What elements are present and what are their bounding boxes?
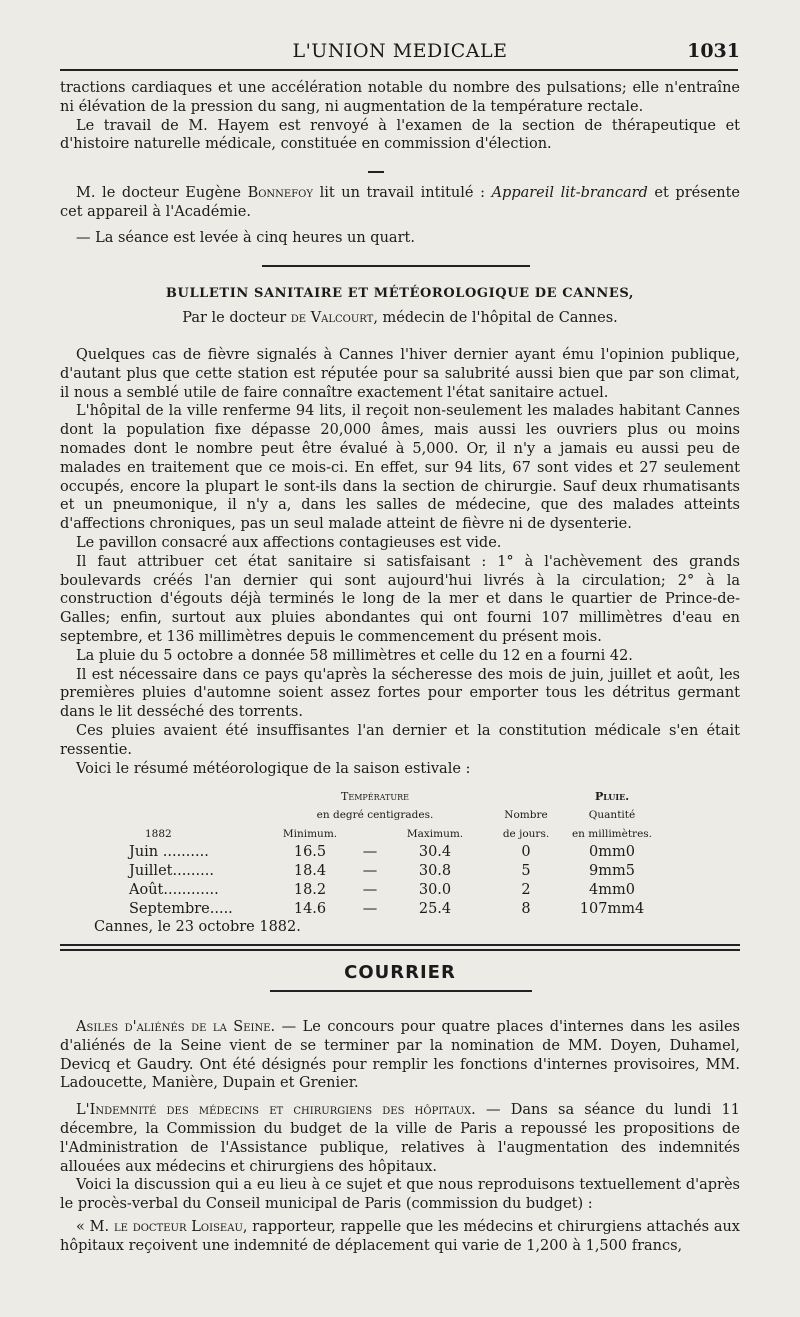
courrier-rule bbox=[270, 990, 532, 992]
sep-cell: — bbox=[362, 863, 378, 879]
paragraph: Il est nécessaire dans ce pays qu'après la sécheresse des mois de juin, juillet et août, les premières pluies d'automne soient assez fortes pour emporter tous les détritus germant dans le lit desséché des torrents. bbox=[60, 666, 740, 721]
month-cell: Août............ bbox=[129, 882, 219, 898]
bonnefoy-paragraph bbox=[60, 184, 740, 222]
mm-cell: 9mm5 bbox=[589, 863, 635, 879]
mm-cell: 4mm0 bbox=[589, 882, 635, 898]
text: et présente cet appareil à l'Académie. bbox=[60, 185, 740, 220]
bulletin-body bbox=[60, 346, 740, 778]
bulletin-title: BULLETIN SANITAIRE ET MÉTÉOROLOGIQUE DE CANNES, bbox=[165, 286, 635, 301]
text: — Dans sa séance du lundi 11 décembre, la Commission du budget de la ville de Paris a repoussé les propositions de l'Administration de l'Assistance publique, relatives à l'augmentation des indemnités allouées aux médecins et chirurgiens des hôpitaux. bbox=[60, 1102, 740, 1175]
paragraph: Il faut attribuer cet état sanitaire si satisfaisant : 1° à l'achèvement des grands boulevards créés l'an dernier qui sont aujourd'hui livrés à la circulation; 2° à la construction d'égouts déjà terminés le long de la mer et dans le quartier de Prince-de-Galles; enfin, surtout aux pluies abondantes qui ont fourni 107 millimètres d'eau en septembre, et 136 millimètres depuis le commencement du présent mois. bbox=[60, 553, 740, 645]
text: — Le concours pour quatre places d'internes dans les asiles d'aliénés de la Seine vient de se terminer par la nomination de MM. Doyen, Duhamel, Devicq et Gaudry. Ont été désignés pour remplir les fonctions d'internes provisoires, MM. Ladoucette, Manière, Dupain et Grenier. bbox=[60, 1019, 741, 1092]
min-cell: 18.4 bbox=[293, 863, 327, 879]
paragraph: Ces pluies avaient été insuffisantes l'an dernier et la constitution médicale s'en était ressentie. bbox=[60, 722, 740, 758]
courrier-title: COURRIER bbox=[344, 962, 456, 983]
table-row bbox=[95, 860, 667, 879]
paragraph: — La séance est levée à cinq heures un quart. bbox=[76, 230, 415, 246]
double-rule-top bbox=[60, 944, 740, 946]
speaker-name: « M. le docteur Loiseau, bbox=[76, 1218, 248, 1235]
top-section bbox=[60, 79, 740, 154]
text: , médecin de l'hôpital de Cannes. bbox=[373, 310, 618, 326]
text: M. le docteur Eugène bbox=[76, 185, 248, 201]
signoff bbox=[60, 918, 740, 937]
max-cell: 30.8 bbox=[418, 863, 452, 879]
table-row bbox=[95, 879, 667, 898]
temp-subheader: en degré centigrades. bbox=[316, 809, 434, 821]
max-cell: 25.4 bbox=[418, 901, 452, 917]
text: Par le docteur bbox=[182, 310, 291, 326]
courrier-body bbox=[60, 1018, 740, 1256]
days-subheader: de jours. bbox=[502, 828, 550, 840]
table-row bbox=[95, 841, 667, 860]
sep-cell: — bbox=[362, 844, 378, 860]
sep-cell: — bbox=[362, 901, 378, 917]
sep-cell: — bbox=[362, 882, 378, 898]
paragraph: Voici le résumé météorologique de la saison estivale : bbox=[76, 760, 471, 777]
author-name: de Valcourt bbox=[290, 310, 374, 326]
mm-cell: 0mm0 bbox=[589, 844, 635, 860]
month-cell: Septembre..... bbox=[129, 901, 233, 917]
mm-subheader: en millimètres. bbox=[571, 828, 653, 840]
paragraph: Voici la discussion qui a eu lieu à ce sujet et que nous reproduisons textuellement d'après le procès-verbal du Conseil municipal de Paris (commission du budget) : bbox=[60, 1177, 740, 1213]
days-header: Nombre bbox=[504, 809, 548, 821]
paragraph: Le pavillon consacré aux affections contagieuses est vide. bbox=[76, 534, 502, 551]
max-cell: 30.0 bbox=[418, 882, 452, 898]
quantity-header: Quantité bbox=[588, 809, 636, 821]
min-cell: 18.2 bbox=[293, 882, 327, 898]
work-title: Appareil lit-brancard bbox=[491, 185, 648, 201]
mm-cell: 107mm4 bbox=[579, 901, 645, 917]
days-cell: 5 bbox=[521, 863, 531, 879]
table-row bbox=[95, 898, 667, 917]
weather-table bbox=[95, 784, 667, 917]
text: rapporteur, rappelle que les médecins et chirurgiens attachés aux hôpitaux reçoivent une indemnité de déplacement qui varie de 1,200 à 1,500 francs, bbox=[60, 1218, 740, 1254]
days-cell: 8 bbox=[521, 901, 531, 917]
closing-line bbox=[60, 229, 740, 248]
paragraph: Le travail de M. Hayem est renvoyé à l'examen de la section de thérapeutique et d'histoire naturelle médicale, constituée en commission d'élection. bbox=[60, 117, 740, 153]
days-cell: 0 bbox=[521, 844, 531, 860]
paragraph: L'hôpital de la ville renferme 94 lits, il reçoit non-seulement les malades habitant Cannes dont la population fixe dépasse 20,000 âmes, mais aussi les ouvriers plus ou moins nomades dont le nombre peut être évalué à 5,000. Or, il n'y a jamais eu aussi peu de malades en traitement que ce mois-ci. En effet, sur 94 lits, 67 sont vides et 27 seulement occupés, encore la plupart le sont-ils dans la section de chirurgie. Sauf deux rhumatisants et un pneumonique, il n'y a, dans les salles de médecine, que des malades atteints d'affections chroniques, pas un seul malade atteint de fièvre ni de dysenterie. bbox=[60, 403, 740, 533]
journal-title: L'UNION MEDICALE bbox=[292, 40, 508, 62]
bulletin-byline bbox=[60, 310, 740, 326]
temp-header: Température bbox=[341, 790, 409, 803]
author-name: Bonnefoy bbox=[247, 185, 313, 201]
min-cell: 14.6 bbox=[293, 901, 327, 917]
double-rule-bottom bbox=[60, 949, 740, 951]
running-header bbox=[60, 40, 740, 70]
paragraph: Quelques cas de fièvre signalés à Cannes l'hiver dernier ayant ému l'opinion publique, d'autant plus que cette station est réputée pour sa salubrité aussi bien que par son climat, il nous a semblé utile de faire connaître exactement l'état sanitaire actuel. bbox=[60, 347, 740, 401]
days-cell: 2 bbox=[521, 882, 531, 898]
rain-header: Pluie. bbox=[594, 790, 630, 803]
header-rule bbox=[60, 69, 738, 71]
max-header: Maximum. bbox=[406, 828, 464, 840]
paragraph: La pluie du 5 octobre a donnée 58 millimètres et celle du 12 en a fourni 42. bbox=[76, 647, 633, 664]
item-heading: Asiles d'aliénés de la Seine. bbox=[76, 1019, 276, 1035]
page-number: 1031 bbox=[687, 40, 740, 62]
text: lit un travail intitulé : bbox=[312, 185, 492, 201]
min-header: Minimum. bbox=[282, 828, 338, 840]
paragraph: tractions cardiaques et une accélération notable du nombre des pulsations; elle n'entraîne ni élévation de la pression du sang, ni augmentation de la température rectale. bbox=[60, 80, 740, 115]
item-heading: L'Indemnité des médecins et chirurgiens des hôpitaux. bbox=[76, 1102, 476, 1119]
signoff-text: Cannes, le 23 octobre 1882. bbox=[94, 919, 301, 935]
month-cell: Juin .......... bbox=[129, 844, 209, 860]
section-rule bbox=[262, 265, 530, 267]
max-cell: 30.4 bbox=[418, 844, 452, 860]
min-cell: 16.5 bbox=[293, 844, 327, 860]
year-header: 1882 bbox=[145, 828, 172, 840]
month-cell: Juillet......... bbox=[129, 863, 214, 879]
separator-dash bbox=[368, 171, 384, 173]
